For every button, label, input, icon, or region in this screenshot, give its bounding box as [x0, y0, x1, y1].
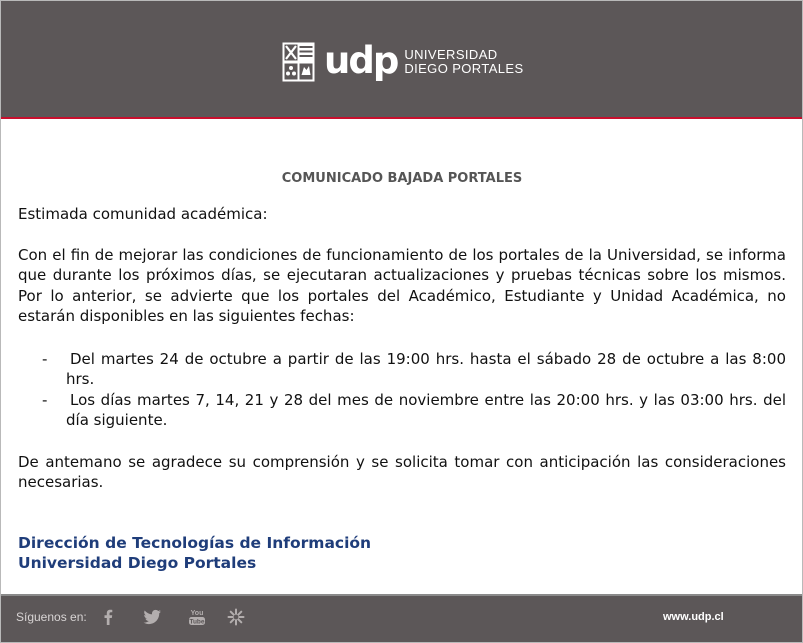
svg-text:You: You [190, 610, 204, 617]
message-title: COMUNICADO BAJADA PORTALES [281, 171, 523, 186]
email-footer [1, 594, 802, 643]
signature-university: Universidad Diego Portales [18, 554, 257, 572]
list-item [18, 390, 786, 431]
list-bullet: - [42, 349, 48, 368]
list-item [18, 349, 786, 390]
list-item-text: Los días martes 7, 14, 21 y 28 del mes de noviembre entre las 20:00 hrs. y las 03:00 hrs. del día siguiente. [66, 390, 786, 429]
follow-us-label: Síguenos en: [16, 610, 87, 624]
outage-dates-list [18, 349, 786, 431]
logo-wordmark: udp [324, 38, 398, 82]
udp-logo[interactable] [282, 39, 524, 85]
greeting: Estimada comunidad académica: [18, 205, 268, 223]
youtube-icon[interactable] [186, 607, 208, 627]
website-link[interactable]: www.udp.cl [663, 611, 724, 623]
email-body [18, 171, 786, 574]
flickr-icon[interactable] [225, 607, 247, 627]
facebook-icon[interactable] [97, 607, 119, 627]
list-bullet: - [42, 390, 48, 409]
logo-university-name [404, 48, 523, 76]
logo-line-1: UNIVERSIDAD [404, 47, 498, 62]
closing-paragraph: De antemano se agradece su comprensión y se solicita tomar con anticipación las consideraciones necesarias. [18, 452, 786, 491]
email-header [1, 1, 802, 119]
udp-shield-icon [282, 42, 315, 82]
signature-department: Dirección de Tecnologías de Información [18, 533, 372, 552]
list-item-text: Del martes 24 de octubre a partir de las 19:00 hrs. hasta el sábado 28 de octubre a las 8:00 hrs. [66, 349, 786, 388]
intro-paragraph: Con el fin de mejorar las condiciones de funcionamiento de los portales de la Universidad, se informa que durante los próximos días, se ejecutaran actualizaciones y pruebas técnicas sobre los mismos. Por lo anterior, se advierte que los portales del Académico, Estudiante y Unidad Académica, no estarán disponibles en las siguientes fechas: [18, 245, 786, 325]
twitter-icon[interactable] [141, 607, 163, 627]
svg-text:Tube: Tube [189, 618, 205, 626]
logo-line-2: DIEGO PORTALES [404, 61, 524, 76]
